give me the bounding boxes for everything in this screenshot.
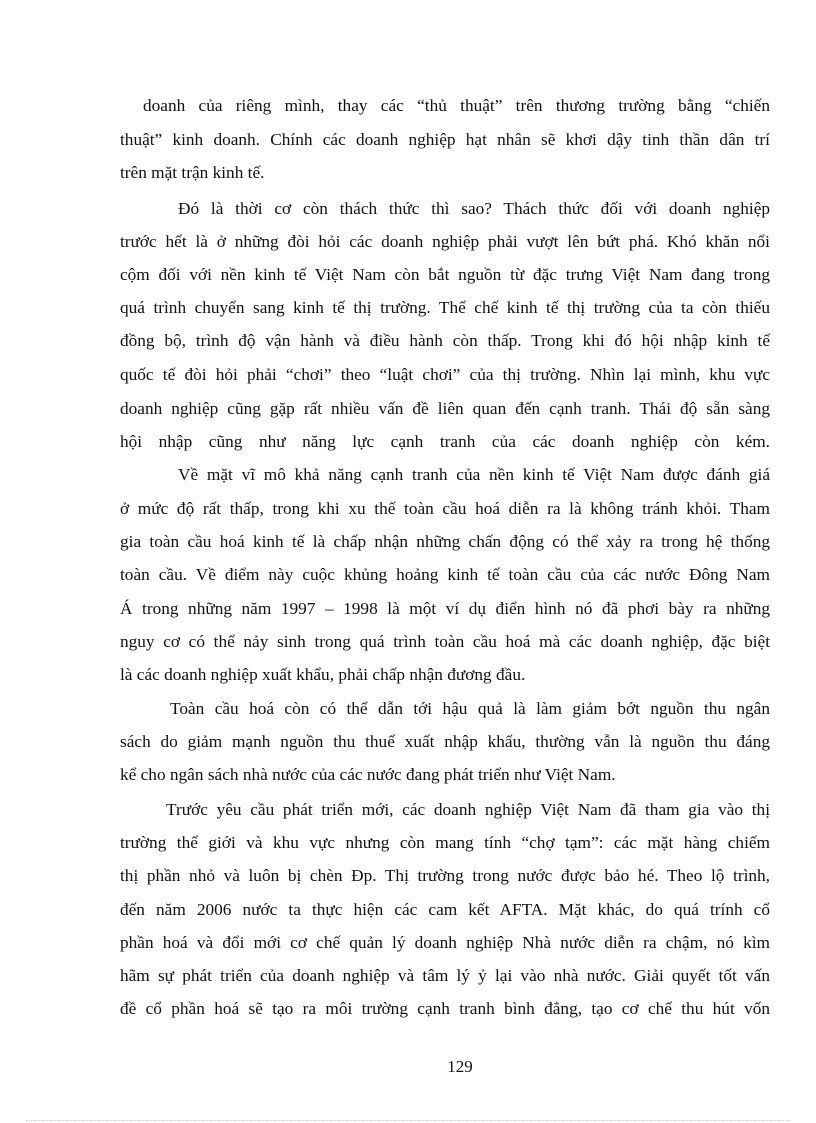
paragraph-1-line-1: doanh của riêng mình, thay các “thủ thuật” trên thương trường bằng “chiến <box>143 96 770 115</box>
paragraph-3-line-7: là các doanh nghiệp xuất khẩu, phải chấp nhận đương đầu. <box>120 665 526 684</box>
paragraph-1-line-2: thuật” kinh doanh. Chính các doanh nghiệp hạt nhân sẽ khơi dậy tinh thần dân trí <box>120 130 770 149</box>
paragraph-2-line-2: trước hết là ở những đòi hỏi các doanh nghiệp phải vượt lên bứt phá. Khó khăn nổi <box>120 232 770 251</box>
paragraph-2-line-3: cộm đối với nền kinh tế Việt Nam còn bắt nguồn từ đặc trưng Việt Nam đang trong <box>120 265 770 284</box>
paragraph-5-line-4: đến năm 2006 nước ta thực hiện các cam kết AFTA. Mặt khác, do quá trính cổ <box>120 900 770 919</box>
paragraph-2-line-4: quá trình chuyển sang kinh tế thị trường. Thể chế kinh tế thị trường của ta còn thiếu <box>120 298 770 317</box>
paragraph-4-line-1: Toàn cầu hoá còn có thể dẫn tới hậu quả là làm giảm bớt nguồn thu ngân <box>170 699 770 718</box>
paragraph-1-line-3: trên mặt trận kinh tế. <box>120 163 265 182</box>
paragraph-2-line-5: đồng bộ, trình độ vận hành và điều hành còn thấp. Trong khi đó hội nhập kinh tế <box>120 331 770 350</box>
paragraph-2-line-1: Đó là thời cơ còn thách thức thì sao? Thách thức đối với doanh nghiệp <box>178 199 770 218</box>
paragraph-3-line-3: gia toàn cầu hoá kinh tế là chấp nhận những chấn động có thể xảy ra trong hệ thống <box>120 532 770 551</box>
paragraph-5-line-3: thị phần nhỏ và luôn bị chèn Đp. Thị trường trong nước được bảo hé. Theo lộ trình, <box>120 866 770 885</box>
page-bottom-divider <box>26 1120 790 1121</box>
paragraph-5-line-7: đề cổ phần hoá sẽ tạo ra môi trường cạnh tranh bình đẳng, tạo cơ chế thu hút vốn <box>120 999 770 1018</box>
paragraph-2-line-7: doanh nghiệp cũng gặp rất nhiều vấn đề liên quan đến cạnh tranh. Thái độ sẵn sàng <box>120 399 770 418</box>
paragraph-2-line-8: hội nhập cũng như năng lực cạnh tranh của các doanh nghiệp còn kém. <box>120 432 770 451</box>
paragraph-2-line-6: quốc tế đòi hỏi phải “chơi” theo “luật chơi” của thị trường. Nhìn lại mình, khu vực <box>120 365 770 384</box>
paragraph-5-line-6: hãm sự phát triển của doanh nghiệp và tâm lý ỷ lại vào nhà nước. Giải quyết tốt vấn <box>120 966 770 985</box>
paragraph-3-line-2: ở mức độ rất thấp, trong khi xu thế toàn cầu hoá diễn ra là không tránh khỏi. Tham <box>120 499 770 518</box>
paragraph-3-line-5: Á trong những năm 1997 – 1998 là một ví dụ điển hình nó đã phơi bày ra những <box>120 599 770 618</box>
paragraph-3-line-4: toàn cầu. Về điểm này cuộc khủng hoảng kinh tế toàn cầu của các nước Đông Nam <box>120 565 770 584</box>
paragraph-3-line-1: Về mặt vĩ mô khả năng cạnh tranh của nền kinh tế Việt Nam được đánh giá <box>178 465 770 484</box>
paragraph-5-line-1: Trước yêu cầu phát triển mới, các doanh nghiệp Việt Nam đã tham gia vào thị <box>166 800 770 819</box>
paragraph-5-line-5: phần hoá và đổi mới cơ chế quản lý doanh nghiệp Nhà nước diễn ra chậm, nó kìm <box>120 933 770 952</box>
paragraph-4-line-2: sách do giảm mạnh nguồn thu thuế xuất nhập khẩu, thường vẫn là nguồn thu đáng <box>120 732 770 751</box>
page-number: 129 <box>447 1057 473 1076</box>
paragraph-4-line-3: kể cho ngân sách nhà nước của các nước đang phát triển như Việt Nam. <box>120 765 616 784</box>
paragraph-3-line-6: nguy cơ có thể nảy sinh trong quá trình toàn cầu hoá mà các doanh nghiệp, đặc biệt <box>120 632 770 651</box>
paragraph-5-line-2: trường thế giới và khu vực nhưng còn mang tính “chợ tạm”: các mặt hàng chiếm <box>120 833 770 852</box>
